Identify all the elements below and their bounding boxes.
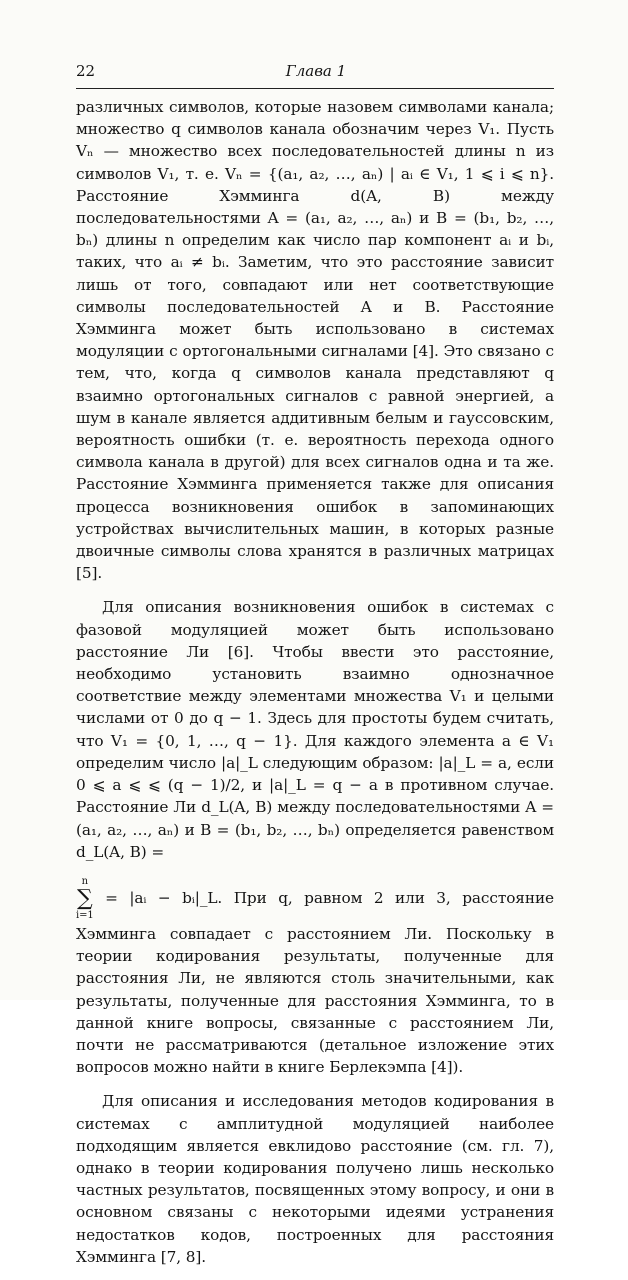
sum-symbol: ∑	[77, 885, 93, 911]
page-body	[76, 96, 554, 1280]
summation-formula	[76, 875, 94, 923]
paragraph-2b-text: = |aᵢ − bᵢ|_L. При q, равном 2 или 3, расстояние Хэмминга совпадает с расстоянием Ли. Поскольку в теории кодирования результаты, полученные для расстояния Ли, не являются столь значительными, как результаты, полученные для расстояния Хэмминга, то в данной книге вопросы, связанные с расстоянием Ли, почти не рассматриваются (детальное изложение этих вопросов можно найти в книге Берлекэмпа [4]).	[76, 888, 555, 1077]
sum-upper-limit: n	[81, 875, 88, 887]
page-number: 22	[76, 62, 96, 80]
header-rule	[76, 88, 554, 89]
paragraph-2a: Для описания возникновения ошибок в системах с фазовой модуляцией может быть использовано расстояние Ли [6]. Чтобы ввести это расстояние, необходимо установить взаимно однозначное соответствие между элементами множества V₁ и целыми числами от 0 до q − 1. Здесь для простоты будем считать, что V₁ = {0, 1, …, q − 1}. Для каждого элемента a ∈ V₁ определим число |a|_L следующим образом: |a|_L = a, если 0 ⩽ a ⩽ ⩽ (q − 1)/2, и |a|_L = q − a в противном случае. Расстояние Ли d_L(A, B) между последовательностями A = (a₁, a₂, …, aₙ) и B = (b₁, b₂, …, bₙ) определяется равенством d_L(A, B) =	[76, 598, 554, 861]
paragraph-2b	[76, 875, 554, 1078]
chapter-title: Глава 1	[285, 62, 347, 80]
paragraph-1: различных символов, которые назовем символами канала; множество q символов канала обозначим через V₁. Пусть Vₙ — множество всех последовательностей длины n из символов V₁, т. е. Vₙ = {(a₁, a₂, …, aₙ) | aᵢ ∈ V₁, 1 ⩽ i ⩽ n}. Расстояние Хэмминга d(A, B) между последовательностями A = (a₁, a₂, …, aₙ) и B = (b₁, b₂, …, bₙ) длины n определим как число пар компонент aᵢ и bᵢ, таких, что aᵢ ≠ bᵢ. Заметим, что это расстояние зависит лишь от того, совпадают или нет соответствующие символы последовательностей A и B. Расстояние Хэмминга может быть использовано в системах модуляции с ортогональными сигналами [4]. Это связано с тем, что, когда q символов канала представляют q взаимно ортогональных сигналов с равной энергией, а шум в канале является аддитивным белым и гауссовским, вероятность ошибки (т. е. вероятность перехода одного символа канала в другой) для всех сигналов одна и та же. Расстояние Хэмминга применяется также для описания процесса возникновения ошибок в запоминающих устройствах вычислительных машин, в которых разные двоичные символы слова хранятся в различных матрицах [5].	[76, 98, 554, 583]
sum-lower-limit: i=1	[76, 909, 94, 921]
page-header	[76, 62, 556, 82]
paragraph-3: Для описания и исследования методов кодирования в системах с амплитудной модуляцией наиболее подходящим является евклидово расстояние (см. гл. 7), однако в теории кодирования получено лишь несколько частных результатов, посвященных этому вопросу, и они в основном связаны с некоторыми идеями устранения недостатков кодов, построенных для расстояния Хэмминга [7, 8].	[76, 1092, 554, 1266]
